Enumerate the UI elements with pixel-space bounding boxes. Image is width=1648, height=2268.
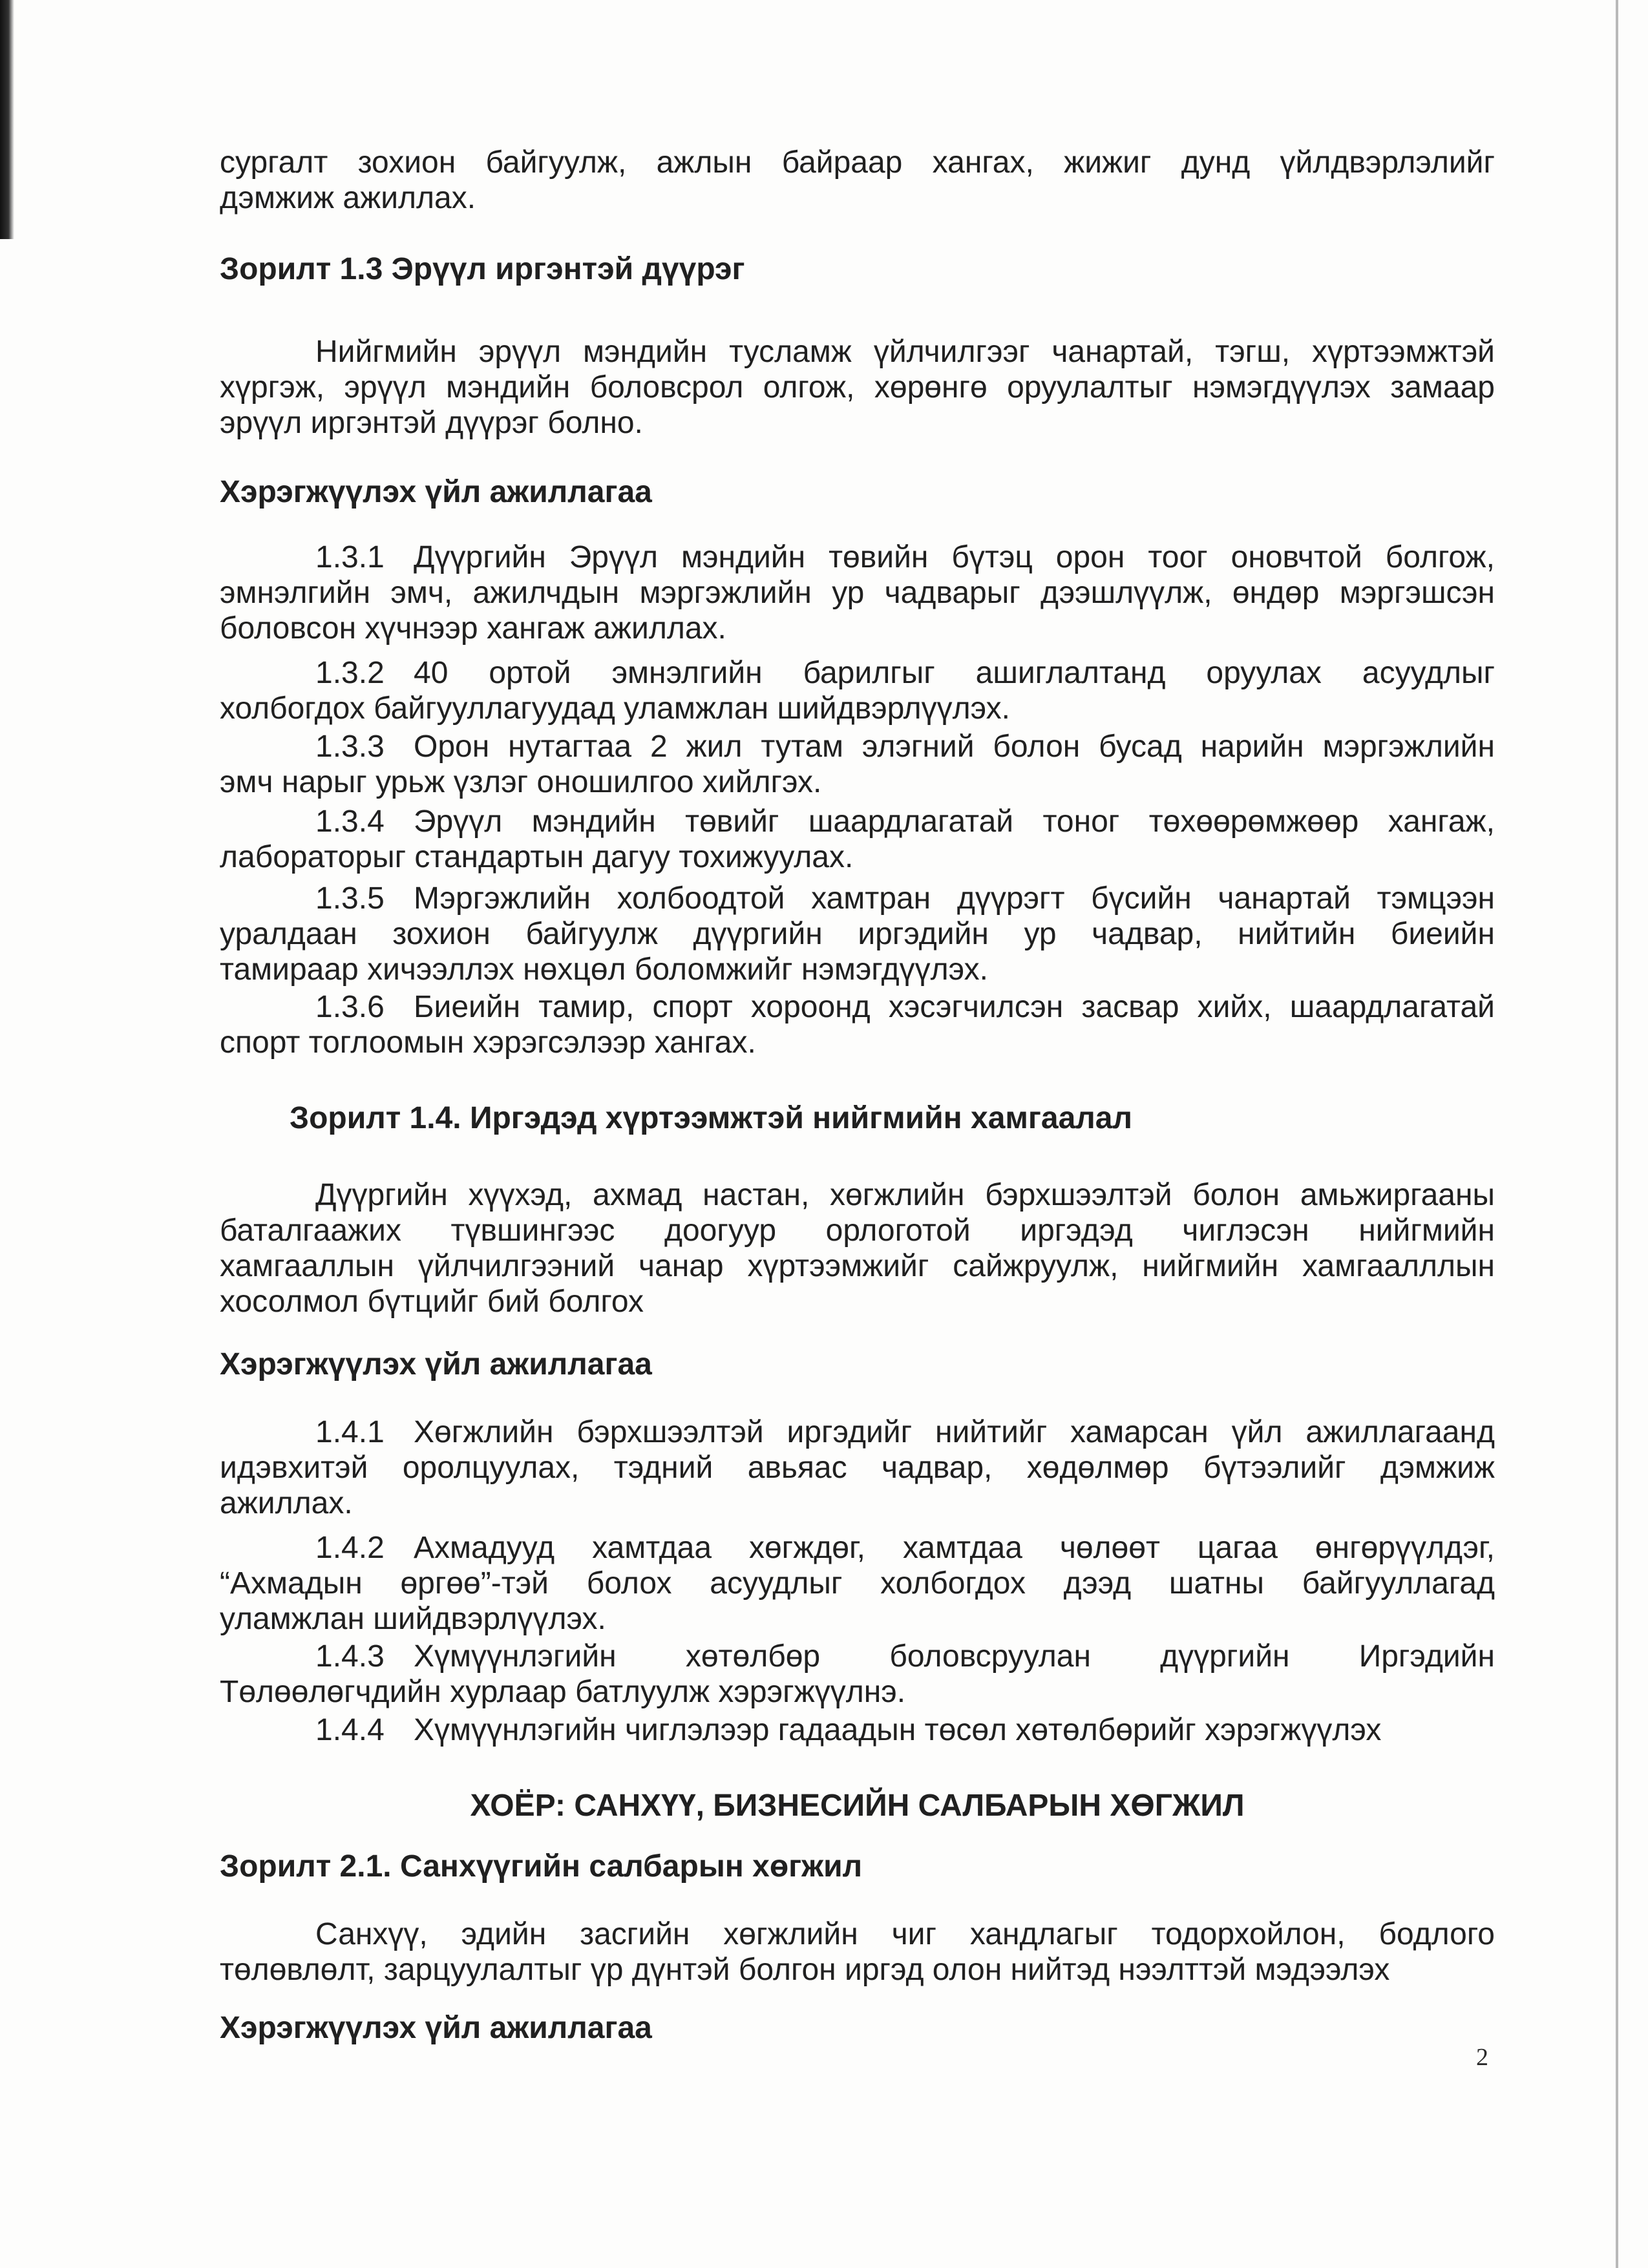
- item-number: 1.3.3: [315, 730, 385, 764]
- item-first-line: [220, 655, 1495, 691]
- item-line: идэвхитэй оролцуулах, тэдний авьяас чадвар, хөдөлмөр бүтээлийг дэмжиж: [220, 1451, 1495, 1485]
- action-item: [220, 1414, 1495, 1521]
- action-item: [220, 655, 1495, 726]
- action-item: [220, 989, 1495, 1060]
- item-first-line: [220, 540, 1495, 575]
- paragraph-line: төлөвлөлт, зарцуулалтыг үр дүнтэй болгон иргэд олон нийтэд нээлттэй мэдээлэх: [220, 1953, 1390, 1987]
- actions-heading: Хэрэгжүүлэх үйл ажиллагаа: [220, 475, 652, 509]
- scan-right-edge: [1616, 0, 1618, 2268]
- item-number: 1.4.3: [315, 1639, 385, 1674]
- item-number: 1.3.5: [315, 881, 385, 916]
- goal-description: [220, 334, 1495, 441]
- item-number: 1.3.6: [315, 990, 385, 1024]
- item-line: лабораторыг стандартын дагуу тохижуулах.: [220, 840, 854, 874]
- action-item: [220, 804, 1495, 875]
- paragraph-line: Нийгмийн эрүүл мэндийн тусламж үйлчилгээг чанартай, тэгш, хүртээмжтэй: [315, 335, 1495, 369]
- item-text: 40 ортой эмнэлгийн барилгыг ашиглалтанд оруулах асуудлыг: [414, 656, 1495, 690]
- paragraph-line: сургалт зохион байгуулж, ажлын байраар хангах, жижиг дунд үйлдвэрлэлийг: [220, 145, 1495, 180]
- item-line: холбогдох байгууллагуудад уламжлан шийдвэрлүүлэх.: [220, 691, 1010, 726]
- item-first-line: [220, 1530, 1495, 1566]
- paragraph-line: Дүүргийн хүүхэд, ахмад настан, хөгжлийн бэрхшээлтэй болон амьжиргааны: [315, 1178, 1495, 1212]
- action-item: [220, 1712, 1495, 1748]
- paragraph-line: эрүүл иргэнтэй дүүрэг болно.: [220, 406, 643, 440]
- text-column: [220, 145, 1495, 2046]
- paragraph-line: хосолмол бүтцийг бий болгох: [220, 1285, 644, 1319]
- item-first-line: [220, 881, 1495, 916]
- item-first-line: [220, 729, 1495, 764]
- paragraph-line: хүргэж, эрүүл мэндийн боловсрол олгож, хөрөнгө оруулалтыг нэмэгдүүлэх замаар: [220, 370, 1495, 404]
- item-line: тамираар хичээллэх нөхцөл боломжийг нэмэгдүүлэх.: [220, 952, 988, 987]
- item-text: Биеийн тамир, спорт хороонд хэсэгчилсэн засвар хийх, шаардлагатай: [414, 990, 1495, 1024]
- paragraph-line: хамгааллын үйлчилгээний чанар хүртээмжийг сайжруулж, нийгмийн хамгаалллын: [220, 1249, 1495, 1283]
- page-number: 2: [1476, 2044, 1488, 2071]
- item-line: уламжлан шийдвэрлүүлэх.: [220, 1602, 606, 1636]
- item-first-line: [220, 1639, 1495, 1674]
- action-item: [220, 1639, 1495, 1710]
- item-first-line: [220, 1712, 1495, 1748]
- paragraph-line: баталгаажих түвшингээс доогуур орлоготой иргэдэд чиглэсэн нийгмийн: [220, 1213, 1495, 1248]
- actions-heading: Хэрэгжүүлэх үйл ажиллагаа: [220, 1347, 652, 1381]
- item-line: “Ахмадын өргөө”-тэй болох асуудлыг холбогдох дээд шатны байгууллагад: [220, 1566, 1495, 1601]
- goal-description: [220, 1916, 1495, 1988]
- item-text: Мэргэжлийн холбоодтой хамтран дүүрэгт бүсийн чанартай тэмцээн: [414, 881, 1495, 916]
- item-line: ажиллах.: [220, 1486, 353, 1520]
- section-title: ХОЁР: САНХҮҮ, БИЗНЕСИЙН САЛБАРЫН ХӨГЖИЛ: [470, 1789, 1245, 1823]
- item-number: 1.4.2: [315, 1531, 385, 1565]
- item-text: Хүмүүнлэгийн чиглэлээр гадаадын төсөл хөтөлбөрийг хэрэгжүүлэх: [414, 1713, 1382, 1747]
- item-number: 1.3.1: [315, 540, 385, 574]
- action-item: [220, 881, 1495, 987]
- item-number: 1.4.4: [315, 1713, 385, 1747]
- action-item: [220, 1530, 1495, 1637]
- goal-heading: Зорилт 2.1. Санхүүгийн салбарын хөгжил: [220, 1849, 863, 1884]
- item-line: Төлөөлөгчдийн хурлаар батлуулж хэрэгжүүлнэ.: [220, 1675, 906, 1709]
- action-item: [220, 729, 1495, 800]
- item-number: 1.3.2: [315, 656, 385, 690]
- item-text: Ахмадууд хамтдаа хөгждөг, хамтдаа чөлөөт цагаа өнгөрүүлдэг,: [414, 1531, 1495, 1565]
- goal-description: [220, 1177, 1495, 1319]
- goal-heading: Зорилт 1.3 Эрүүл иргэнтэй дүүрэг: [220, 252, 745, 286]
- paragraph-line: дэмжиж ажиллах.: [220, 181, 476, 215]
- goal-heading: Зорилт 1.4. Иргэдэд хүртээмжтэй нийгмийн хамгаалал: [290, 1101, 1132, 1135]
- item-line: уралдаан зохион байгуулж дүүргийн иргэдийн ур чадвар, нийтийн биеийн: [220, 917, 1495, 951]
- item-number: 1.4.1: [315, 1415, 385, 1449]
- item-line: эмч нарыг урьж үзлэг оношилгоо хийлгэх.: [220, 765, 822, 799]
- actions-heading: Хэрэгжүүлэх үйл ажиллагаа: [220, 2011, 652, 2045]
- item-line: боловсон хүчнээр хангаж ажиллах.: [220, 611, 726, 646]
- item-first-line: [220, 804, 1495, 839]
- item-text: Хүмүүнлэгийн хөтөлбөр боловсруулан дүүргийн Иргэдийн: [414, 1639, 1495, 1674]
- item-text: Дүүргийн Эрүүл мэндийн төвийн бүтэц орон тоог оновчтой болгож,: [414, 540, 1495, 574]
- item-first-line: [220, 989, 1495, 1025]
- paragraph-line: Санхүү, эдийн засгийн хөгжлийн чиг хандлагыг тодорхойлон, бодлого: [315, 1917, 1495, 1951]
- action-item: [220, 540, 1495, 646]
- item-line: спорт тоглоомын хэрэгсэлээр хангах.: [220, 1025, 756, 1060]
- item-text: Эрүүл мэндийн төвийг шаардлагатай тоног төхөөрөмжөөр хангаж,: [414, 804, 1495, 839]
- item-text: Хөгжлийн бэрхшээлтэй иргэдийг нийтийг хамарсан үйл ажиллагаанд: [414, 1415, 1495, 1449]
- item-line: эмнэлгийн эмч, ажилчдын мэргэжлийн ур чадварыг дээшлүүлж, өндөр мэргэшсэн: [220, 576, 1495, 610]
- item-text: Орон нутагтаа 2 жил тутам элэгний болон бусад нарийн мэргэжлийн: [414, 730, 1495, 764]
- item-number: 1.3.4: [315, 804, 385, 839]
- continuation-paragraph: [220, 145, 1495, 216]
- scan-left-edge: [0, 0, 14, 239]
- item-first-line: [220, 1414, 1495, 1450]
